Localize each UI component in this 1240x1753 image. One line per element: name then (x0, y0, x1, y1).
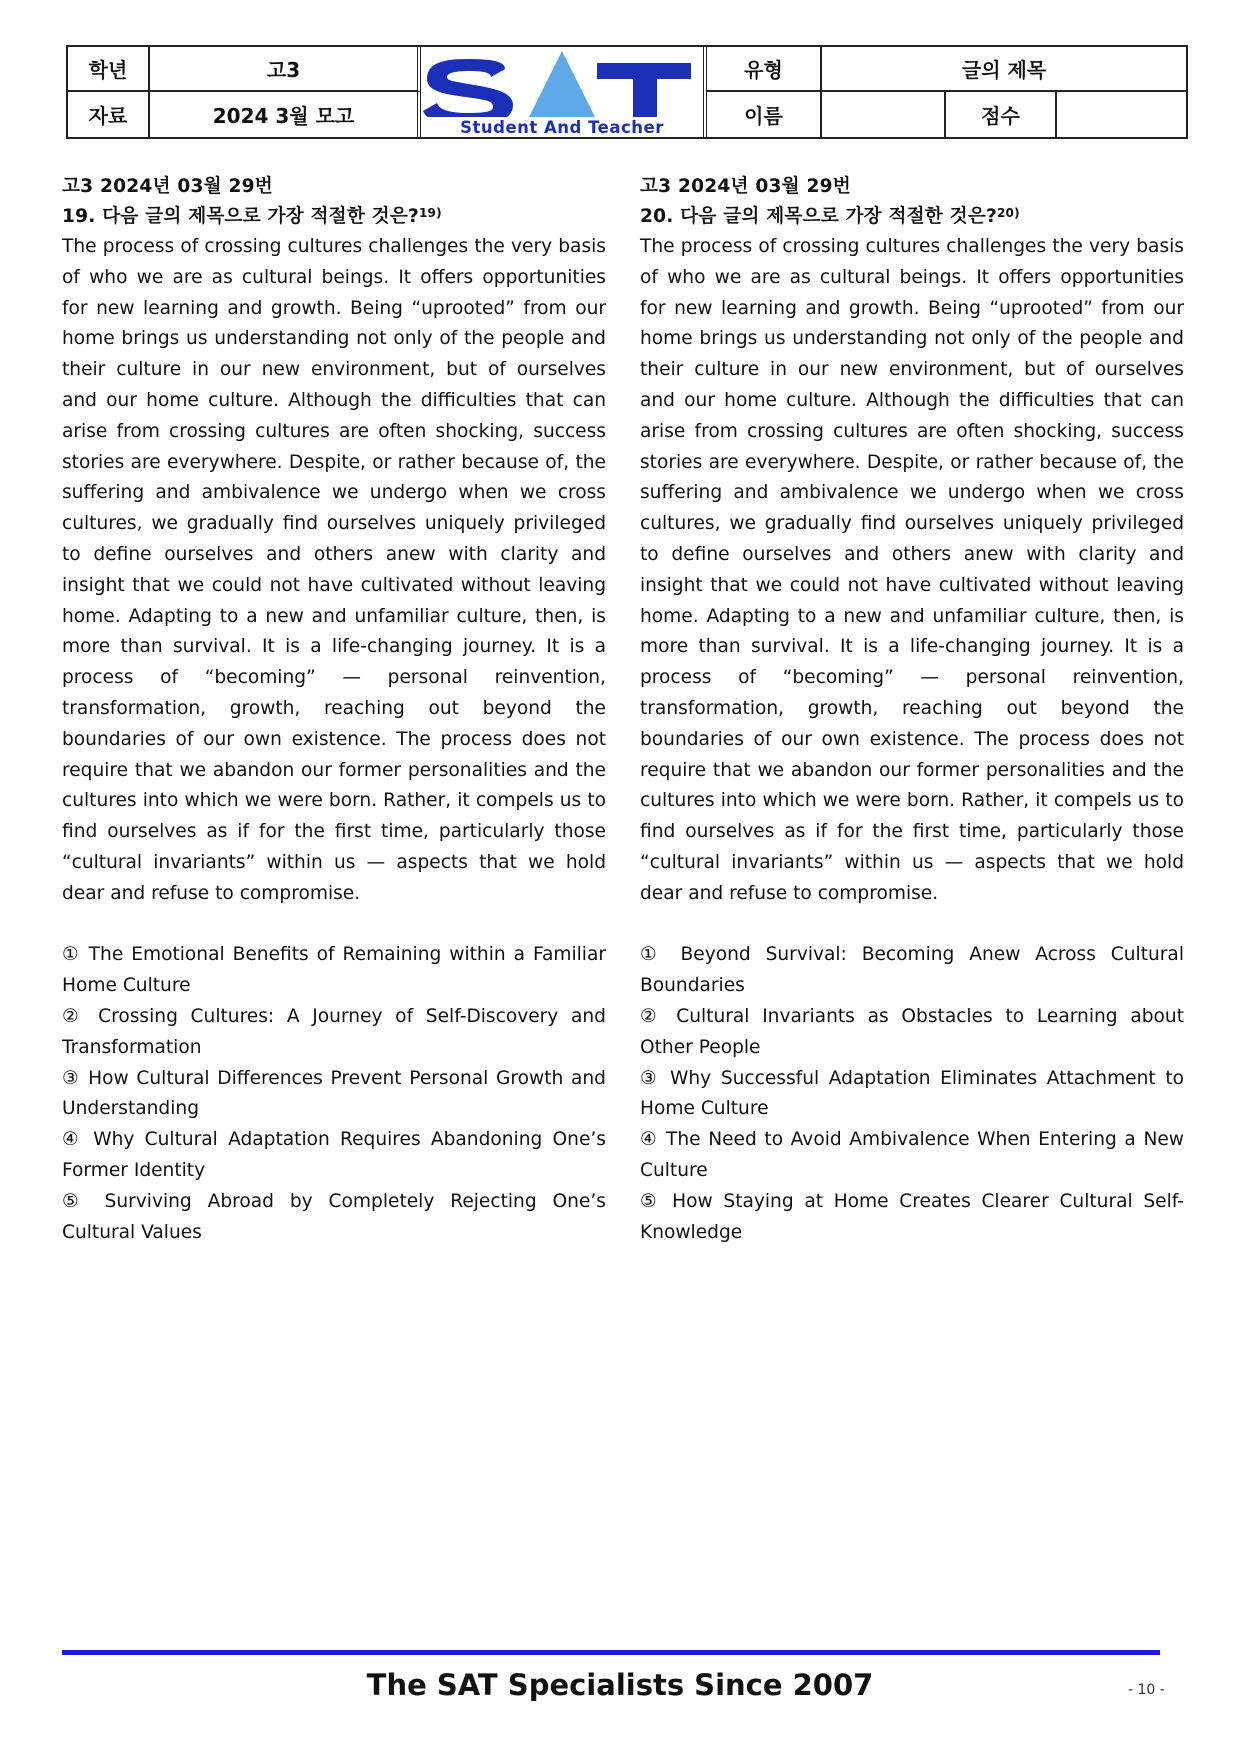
question-title (62, 202, 606, 232)
answer-option-4[interactable]: ④ Why Cultural Adaptation Requires Abandoning One’s Former Identity (62, 1129, 606, 1181)
type-label: 유형 (707, 47, 822, 92)
footnote-marker: 20) (997, 206, 1020, 220)
sat-logo (421, 47, 707, 137)
answer-option-5[interactable]: ⑤ How Staying at Home Creates Clearer Cultural Self-Knowledge (640, 1190, 1184, 1243)
source-value: 2024 3월 모고 (150, 92, 421, 137)
answer-option-2[interactable]: ② Crossing Cultures: A Journey of Self-Discovery and Transformation (62, 1005, 606, 1058)
answer-option-1[interactable]: ① The Emotional Benefits of Remaining within a Familiar Home Culture (62, 944, 606, 997)
grade-label: 학년 (68, 47, 150, 92)
question-meta: 고3 2024년 03월 29번 (640, 176, 851, 197)
question-title-text: 19. 다음 글의 제목으로 가장 적절한 것은? (62, 206, 419, 227)
name-label: 이름 (707, 92, 822, 137)
logo-letter-s (423, 59, 513, 125)
header-table (66, 45, 1188, 139)
question-19 (62, 172, 606, 1248)
footer-divider (62, 1650, 1160, 1655)
answer-options (62, 940, 606, 1248)
question-title (640, 202, 1184, 232)
type-value: 글의 제목 (822, 47, 1186, 92)
passage: The process of crossing cultures challenges the very basis of who we are as cultural beings. It offers opportunities for new learning and growth. Being “uprooted” from our home brings us understanding not only of the people and their culture in our new environment, but of ourselves and our home culture. Although the difficulties that can arise from crossing cultures are often shocking, success stories are everywhere. Despite, or rather because of, the suffering and ambivalence we undergo when we cross cultures, we gradually find ourselves uniquely privileged to define ourselves and others anew with clarity and insight that we could not have cultivated without leaving home. Adapting to a new and unfamiliar culture, then, is more than survival. It is a life-changing journey. It is a process of “becoming” — personal reinvention, transformation, growth, reaching out beyond the boundaries of our own existence. The process does not require that we abandon our former personalities and the cultures into which we were born. Rather, it compels us to find ourselves as if for the first time, particularly those “cultural invariants” within us — aspects that we hold dear and refuse to compromise. (62, 236, 606, 904)
answer-option-1[interactable]: ① Beyond Survival: Becoming Anew Across Cultural Boundaries (640, 944, 1184, 997)
question-title-text: 20. 다음 글의 제목으로 가장 적절한 것은? (640, 206, 997, 227)
source-label: 자료 (68, 92, 150, 137)
score-label: 점수 (946, 92, 1057, 137)
page-number: - 10 - (1128, 1682, 1165, 1698)
answer-option-3[interactable]: ③ Why Successful Adaptation Eliminates Attachment to Home Culture (640, 1067, 1184, 1120)
answer-options (640, 940, 1184, 1248)
footnote-marker: 19) (419, 206, 442, 220)
passage: The process of crossing cultures challenges the very basis of who we are as cultural beings. It offers opportunities for new learning and growth. Being “uprooted” from our home brings us understanding not only of the people and their culture in our new environment, but of ourselves and our home culture. Although the difficulties that can arise from crossing cultures are often shocking, success stories are everywhere. Despite, or rather because of, the suffering and ambivalence we undergo when we cross cultures, we gradually find ourselves uniquely privileged to define ourselves and others anew with clarity and insight that we could not have cultivated without leaving home. Adapting to a new and unfamiliar culture, then, is more than survival. It is a life-changing journey. It is a process of “becoming” — personal reinvention, transformation, growth, reaching out beyond the boundaries of our own existence. The process does not require that we abandon our former personalities and the cultures into which we were born. Rather, it compels us to find ourselves as if for the first time, particularly those “cultural invariants” within us — aspects that we hold dear and refuse to compromise. (640, 236, 1184, 904)
footer-slogan: The SAT Specialists Since 2007 (366, 1668, 874, 1702)
answer-option-5[interactable]: ⑤ Surviving Abroad by Completely Rejecting One’s Cultural Values (62, 1190, 606, 1243)
logo-letter-t-stem (633, 63, 657, 119)
name-field[interactable] (822, 92, 946, 137)
logo-accent-triangle (529, 51, 595, 117)
logo-tagline: Student And Teacher (460, 118, 664, 137)
grade-value: 고3 (150, 47, 421, 92)
answer-option-4[interactable]: ④ The Need to Avoid Ambivalence When Entering a New Culture (640, 1129, 1184, 1181)
answer-option-2[interactable]: ② Cultural Invariants as Obstacles to Learning about Other People (640, 1005, 1184, 1058)
answer-option-3[interactable]: ③ How Cultural Differences Prevent Personal Growth and Understanding (62, 1067, 606, 1120)
question-meta: 고3 2024년 03월 29번 (62, 176, 273, 197)
score-field[interactable] (1057, 92, 1186, 137)
question-20 (640, 172, 1184, 1248)
